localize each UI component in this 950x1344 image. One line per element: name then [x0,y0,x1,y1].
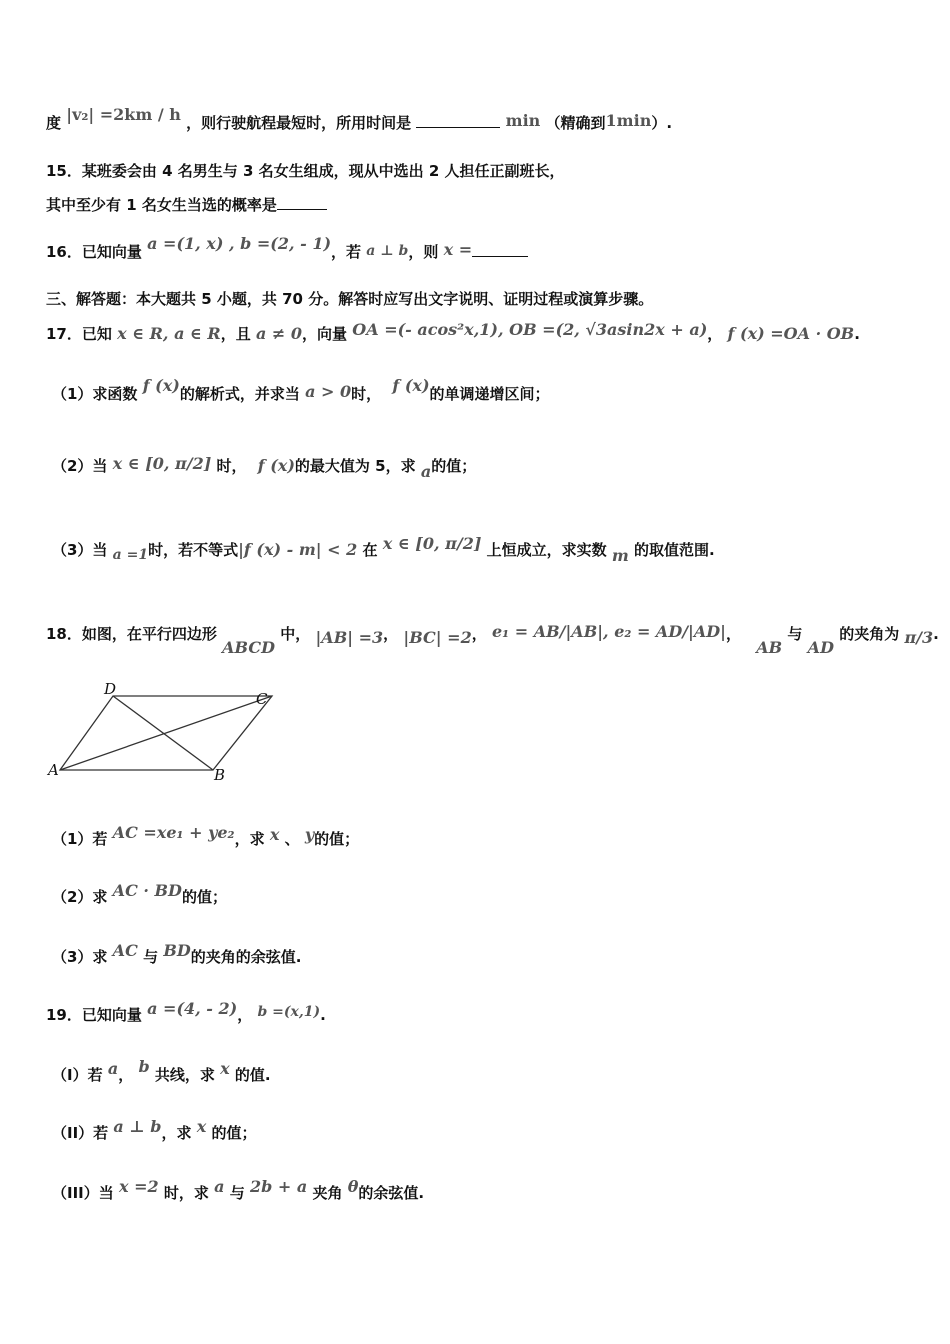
q17-part1 [52,376,550,405]
q19-p3-cond: x =2 [118,1177,159,1196]
q17-domain: x ∈ R, a ∈ R [117,324,221,343]
q19-vec-b: b =(x,1) [257,1004,321,1020]
q19-label: 19．已知向量 [46,1006,142,1024]
q17-sep: ， [707,325,723,343]
q17-p2-label: （2）当 [52,457,108,475]
q18-p1-end: 的值； [314,830,360,848]
q18-p3-with: 与 [143,948,159,966]
q18-stem [46,622,939,657]
q18-p3-ac: AC [112,941,138,960]
q18-sep2: ， [471,625,487,643]
q17-p2-text: 的最大值为 5，求 [294,457,416,475]
q17-p3-ineq: |f (x) - m| < 2 [238,540,358,559]
q18-p1-x: x [269,825,280,844]
q19-p2-label: （II）若 [52,1124,109,1142]
q19-end: . [320,1006,326,1024]
q19-p2-cond: a ⊥ b [113,1117,162,1136]
q19-stem [46,999,326,1027]
label-a: A [48,761,59,779]
label-b: B [214,766,226,784]
q18-ab-len: |AB| =3 [315,628,384,647]
q18-part1 [52,823,360,850]
q17-p3-end: 的取值范围. [634,541,715,559]
q16-cond: a ⊥ b [366,243,409,259]
q18-p2-expr: AC · BD [112,881,182,900]
diagonal-bd [113,696,213,770]
q18-p1-label: （1）若 [52,830,108,848]
q17-p1-cond: a > 0 [305,382,352,401]
q19-vec-a: a =(4, - 2) [147,999,238,1018]
q19-p3-angle-text: 夹角 [312,1184,343,1202]
q18-end: . [933,625,939,643]
q17-p1-mid2: 时， [351,385,382,403]
q18-angle-text: 的夹角为 [839,625,900,643]
q15-line1: 15．某班委会由 4 名男生与 3 名女生组成，现从中选出 2 人担任正副班长， [46,162,565,180]
q17-stem [46,320,860,345]
q19-p3-label: （III）当 [52,1184,114,1202]
q16-ask: x = [443,240,473,259]
q17-func: f (x) =OA · OB [727,324,855,343]
q18-p1-sep: 、 [284,830,300,848]
q18-p1-expr: AC =xe₁ + ye₂ [112,823,235,842]
q15-line2-text: 其中至少有 1 名女生当选的概率是 [46,196,277,214]
q19-p1-sep: ， [118,1066,134,1084]
q17-a-nonzero: a ≠ 0 [255,324,303,343]
q19-p1-b: b [138,1057,150,1076]
section-title: 三、解答题：本大题共 5 小题，共 70 分。解答时应写出文字说明、证明过程或演算步骤。 [46,290,654,308]
q14-note-open: （精确到 [545,114,606,132]
q17-end: . [854,325,860,343]
q18-p3-bd: BD [163,941,191,960]
q17-p3-m: m [611,546,629,565]
q17-vectors: OA =(- acos²x,1), OB =(2, √3asin2x + a) [352,320,708,339]
q14-note-close: ）. [651,114,673,132]
q18-angle: π/3 [904,628,934,647]
q19-part1 [52,1057,271,1086]
q17-p2-a: a [420,462,432,481]
parallelogram-figure [40,676,290,786]
q17-and: ，且 [220,325,251,343]
q17-p1-label: （1）求函数 [52,385,138,403]
q17-p2-mid: 时， [216,457,247,475]
q16-vectors: a =(1, x) , b =(2, - 1) [147,234,332,253]
q18-mid: 中， [280,625,311,643]
q18-unit-vectors: e₁ = AB/|AB|, e₂ = AD/|AD| [491,622,726,641]
q18-vec-ab: AB [756,638,783,657]
q17-p3-mid: 时，若不等式 [148,541,239,559]
q19-p2-text: ，求 [161,1124,192,1142]
q17-p3-text: 上恒成立，求实数 [486,541,607,559]
q17-p3-label: （3）当 [52,541,108,559]
q17-vec-text: ，向量 [302,325,348,343]
q17-p2-end: 的值； [431,457,477,475]
q16-ask-text: ，则 [408,243,439,261]
q18-bc-len: |BC| =2 [403,628,472,647]
q19-p1-end: 的值. [234,1066,271,1084]
q19-p2-x: x [196,1117,207,1136]
q18-sep3: ， [725,625,741,643]
q17-part3 [52,534,715,565]
q15-line2 [46,194,327,216]
q14-prefix: 度 [46,114,62,132]
q14-text: ，则行驶航程最短时，所用时间是 [186,114,412,132]
q18-part3 [52,941,302,968]
q19-p2-end: 的值； [211,1124,257,1142]
q17-p1-mid: 的解析式，并求当 [179,385,300,403]
q18-p1-text: ，求 [234,830,265,848]
diagonal-ac [60,696,272,770]
q14-speed: |v₂| =2km / h [66,105,181,124]
q16-cond-text: ，若 [331,243,362,261]
q19-sep: ， [237,1006,253,1024]
q17-p1-end: 的单调递增区间； [429,385,550,403]
q18-p2-end: 的值； [181,888,227,906]
q19-p3-text: 时，求 [163,1184,209,1202]
q17-part2 [52,454,477,481]
q19-p3-expr: 2b + a [249,1177,308,1196]
q19-part2 [52,1117,257,1144]
q18-abcd: ABCD [222,638,275,657]
q19-part3 [52,1177,425,1204]
q19-p1-x: x [220,1059,230,1078]
q18-label: 18．如图，在平行四边形 [46,625,217,643]
q17-p2-f: f (x) [257,456,295,475]
q19-p3-theta: θ [347,1177,359,1196]
q17-p1-f: f (x) [142,376,180,395]
q19-p3-a: a [214,1177,225,1196]
q19-p3-end: 的余弦值. [358,1184,425,1202]
q16-line [46,234,528,264]
q16-answer-blank[interactable] [472,242,528,257]
q14-note-val: 1min [605,111,652,130]
q17-p3-cond: a =1 [112,547,149,563]
q18-p2-label: （2）求 [52,888,108,906]
q14-tail-line [46,105,673,134]
q18-vec-ad: AD [807,638,834,657]
q18-with-label: 与 [787,625,803,643]
q19-p3-with: 与 [229,1184,245,1202]
q18-p3-label: （3）求 [52,948,108,966]
q19-p1-label: （I）若 [52,1066,103,1084]
q17-p1-f2: f (x) [392,376,430,395]
q14-unit: min [505,111,541,130]
q15-answer-blank[interactable] [277,195,327,210]
q19-p1-text: 共线，求 [154,1066,215,1084]
q17-p2-interval: x ∈ [0, π/2] [112,454,212,473]
q18-part2 [52,881,227,908]
q19-p1-a: a [107,1059,119,1078]
q14-answer-blank[interactable] [416,113,500,128]
q16-label: 16．已知向量 [46,243,142,261]
label-d: D [104,680,117,698]
q18-p1-y: y [304,825,315,844]
label-c: C [256,690,268,708]
q17-p3-in: 在 [362,541,378,559]
q18-sep: ， [383,625,399,643]
q17-p3-interval: x ∈ [0, π/2] [382,534,482,553]
q17-label: 17．已知 [46,325,112,343]
q18-p3-end: 的夹角的余弦值. [190,948,302,966]
